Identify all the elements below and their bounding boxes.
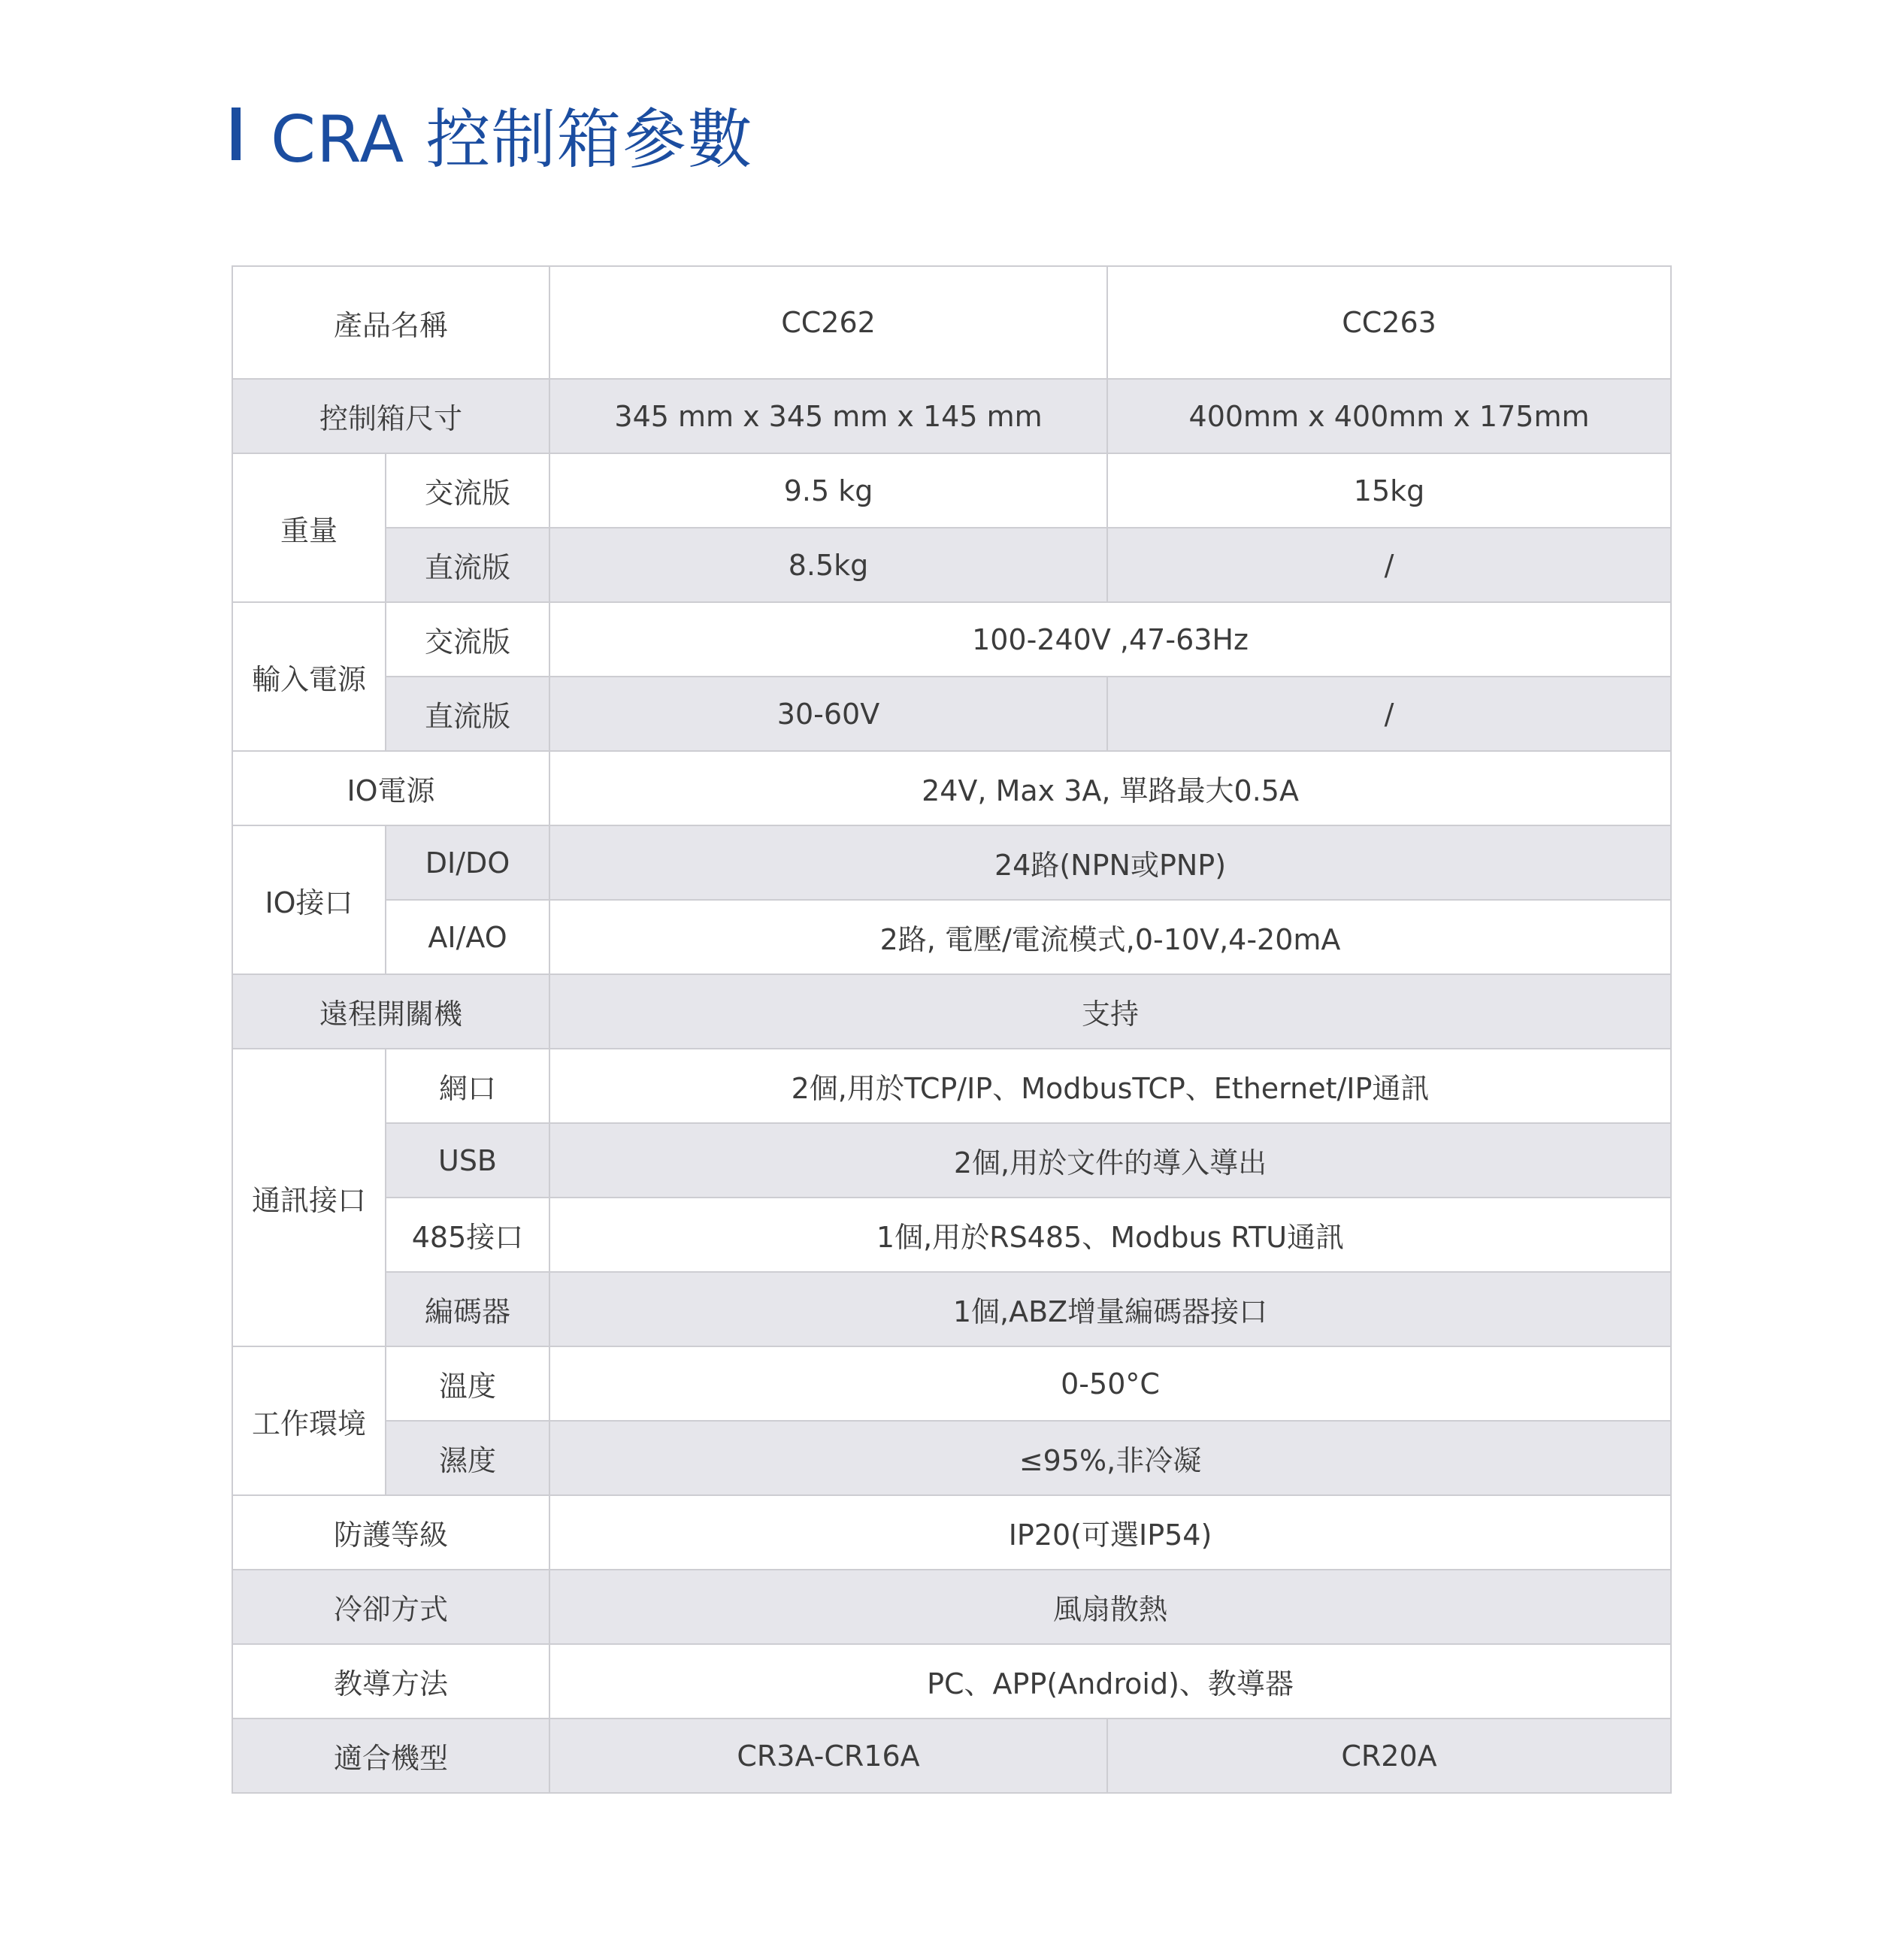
table-row-weight-dc [232,528,1671,602]
table-row-power-dc [232,677,1671,751]
row-label-io-power: IO電源 [232,751,549,825]
cell-aiao: 2路, 電壓/電流模式,0-10V,4-20mA [549,900,1671,974]
page-title: CRA 控制箱參數 [271,102,753,177]
row-label-remote: 遠程開關機 [232,974,549,1049]
row-label-product-name: 產品名稱 [232,266,549,379]
cell-humidity: ≤95%,非冷凝 [549,1421,1671,1495]
cell-power-dc-cc263: / [1107,677,1671,751]
spec-table [232,265,1672,1794]
table-row-teaching [232,1644,1671,1718]
sub-label-power-ac: 交流版 [386,602,549,677]
sub-label-weight-ac: 交流版 [386,453,549,528]
row-label-size: 控制箱尺寸 [232,379,549,453]
table-row-size [232,379,1671,453]
sub-label-humidity: 濕度 [386,1421,549,1495]
table-row-io-power [232,751,1671,825]
row-label-input-power: 輸入電源 [232,602,386,751]
sub-label-temp: 溫度 [386,1346,549,1421]
cell-protection: IP20(可選IP54) [549,1495,1671,1570]
cell-remote: 支持 [549,974,1671,1049]
cell-weight-ac-cc263: 15kg [1107,453,1671,528]
table-row-models [232,1718,1671,1793]
table-row-protection [232,1495,1671,1570]
cell-485: 1個,用於RS485、Modbus RTU通訊 [549,1198,1671,1272]
column-header-cc263: CC263 [1107,266,1671,379]
row-label-cooling: 冷卻方式 [232,1570,549,1644]
sub-label-net: 網口 [386,1049,549,1123]
sub-label-power-dc: 直流版 [386,677,549,751]
table-row-comm-encoder [232,1272,1671,1346]
table-row-remote [232,974,1671,1049]
heading-accent-bar [232,107,241,160]
cell-weight-dc-cc262: 8.5kg [549,528,1107,602]
table-row-comm-usb [232,1123,1671,1198]
cell-encoder: 1個,ABZ增量編碼器接口 [549,1272,1671,1346]
table-row-io-dido [232,825,1671,900]
sub-label-weight-dc: 直流版 [386,528,549,602]
row-label-env: 工作環境 [232,1346,386,1495]
cell-io-power: 24V, Max 3A, 單路最大0.5A [549,751,1671,825]
cell-power-dc-cc262: 30-60V [549,677,1107,751]
cell-temp: 0-50°C [549,1346,1671,1421]
cell-power-ac: 100-240V ,47-63Hz [549,602,1671,677]
page-heading [232,89,753,179]
cell-weight-ac-cc262: 9.5 kg [549,453,1107,528]
sub-label-dido: DI/DO [386,825,549,900]
sub-label-usb: USB [386,1123,549,1198]
cell-teaching: PC、APP(Android)、教導器 [549,1644,1671,1718]
table-row-cooling [232,1570,1671,1644]
table-row-io-aiao [232,900,1671,974]
cell-size-cc263: 400mm x 400mm x 175mm [1107,379,1671,453]
cell-models-cc262: CR3A-CR16A [549,1718,1107,1793]
row-label-protection: 防護等級 [232,1495,549,1570]
cell-dido: 24路(NPN或PNP) [549,825,1671,900]
table-row-weight-ac [232,453,1671,528]
row-label-io-port: IO接口 [232,825,386,974]
sub-label-485: 485接口 [386,1198,549,1272]
row-label-teaching: 教導方法 [232,1644,549,1718]
cell-net: 2個,用於TCP/IP、ModbusTCP、Ethernet/IP通訊 [549,1049,1671,1123]
cell-size-cc262: 345 mm x 345 mm x 145 mm [549,379,1107,453]
cell-usb: 2個,用於文件的導入導出 [549,1123,1671,1198]
row-label-models: 適合機型 [232,1718,549,1793]
table-row-env-humidity [232,1421,1671,1495]
row-label-weight: 重量 [232,453,386,602]
column-header-cc262: CC262 [549,266,1107,379]
table-row-env-temp [232,1346,1671,1421]
table-row-power-ac [232,602,1671,677]
row-label-comm: 通訊接口 [232,1049,386,1346]
table-row-header [232,266,1671,379]
cell-cooling: 風扇散熱 [549,1570,1671,1644]
cell-models-cc263: CR20A [1107,1718,1671,1793]
table-row-comm-485 [232,1198,1671,1272]
sub-label-aiao: AI/AO [386,900,549,974]
sub-label-encoder: 編碼器 [386,1272,549,1346]
table-row-comm-net [232,1049,1671,1123]
cell-weight-dc-cc263: / [1107,528,1671,602]
